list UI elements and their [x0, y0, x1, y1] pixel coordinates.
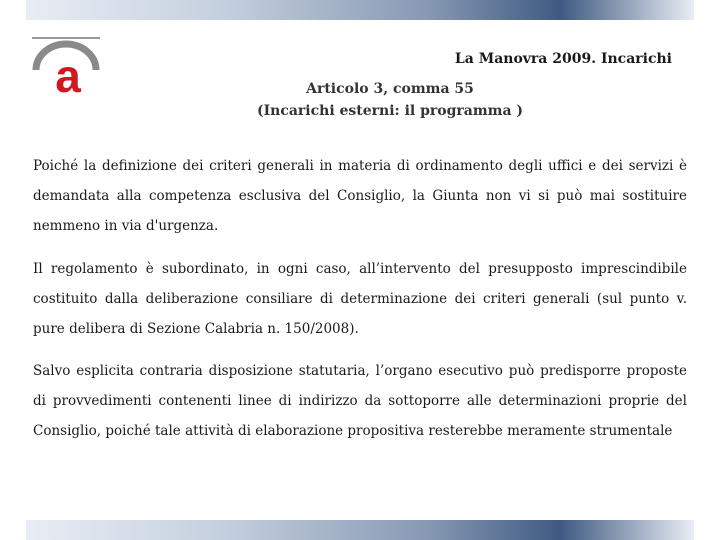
- top-decorative-bar: [26, 0, 694, 20]
- paragraph-2: Il regolamento è subordinato, in ogni caso, all’intervento del presupposto imprescindibile costituito dalla deliberazione consiliare di determinazione dei criteri generali (sul punto v. pure delibera di Sezione Calabria n. 150/2008).: [33, 261, 687, 337]
- svg-text:a: a: [55, 50, 81, 96]
- bottom-decorative-bar: [26, 520, 694, 540]
- subtitle-article: Articolo 3, comma 55: [306, 81, 474, 97]
- subtitle-topic: (Incarichi esterni: il programma ): [256, 103, 524, 119]
- paragraph-3: Salvo esplicita contraria disposizione statutaria, l’organo esecutivo può predisporre proposte di provvedimenti contenenti linee di indirizzo da sottoporre alle determinazioni proprie del Consiglio, poiché tale attività di elaborazione propositiva resterebbe meramente strumentale: [33, 363, 687, 439]
- letter-a-logo-icon: [30, 36, 102, 96]
- paragraph-1: Poiché la definizione dei criteri generali in materia di ordinamento degli uffici e dei servizi è demandata alla competenza esclusiva del Consiglio, la Giunta non vi si può mai sostituire nemmeno in via d'urgenza.: [33, 158, 687, 234]
- page-title: La Manovra 2009. Incarichi: [454, 51, 672, 67]
